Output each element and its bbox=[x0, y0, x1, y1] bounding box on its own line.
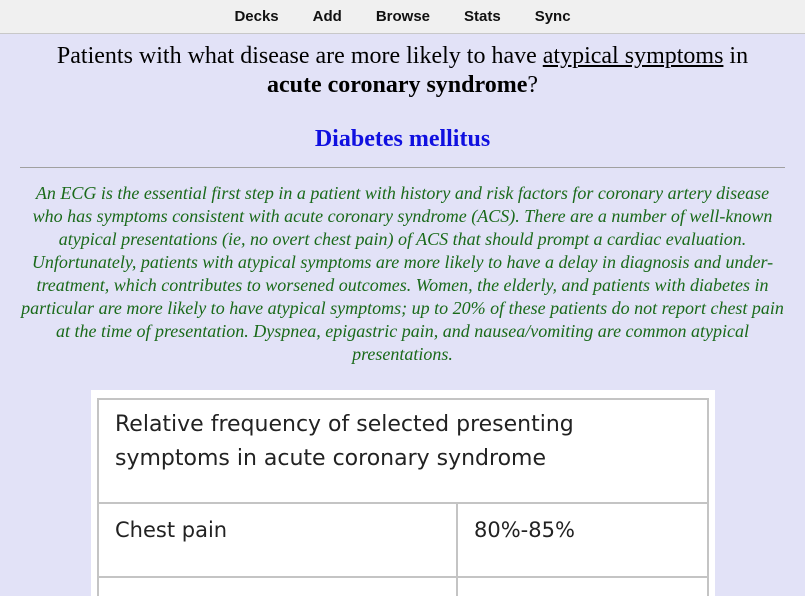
nav-add[interactable]: Add bbox=[312, 8, 342, 25]
answer-divider bbox=[20, 167, 785, 168]
nav-browse[interactable]: Browse bbox=[375, 8, 430, 25]
answer-text: Diabetes mellitus bbox=[314, 126, 491, 152]
nav-sync[interactable]: Sync bbox=[534, 8, 571, 25]
question-part-2: in bbox=[723, 43, 749, 69]
question-underlined: atypical symptoms bbox=[542, 43, 724, 69]
table-row bbox=[98, 503, 708, 577]
table-row-partial bbox=[98, 577, 708, 596]
symptom-frequency-table bbox=[97, 398, 709, 596]
table-title: Relative frequency of selected presenting symptoms in acute coronary syndrome bbox=[98, 399, 708, 503]
nav-stats[interactable]: Stats bbox=[464, 8, 501, 25]
question-bold: acute coronary syndrome bbox=[266, 72, 528, 98]
top-nav-bar bbox=[0, 0, 805, 34]
question-text bbox=[20, 42, 785, 100]
explanation-text: An ECG is the essential first step in a patient with history and risk factors for coronary artery disease who has symptoms consistent with acute coronary syndrome (ACS). There are a number of well-known atypical presentations (ie, no overt chest pain) of ACS that should prompt a cardiac evaluation. Unfortunately, patients with atypical symptoms are more likely to have a delay in diagnosis and under-treatment, which contributes to worsened outcomes. Women, the elderly, and patients with diabetes in particular are more likely to have atypical symptoms; up to 20% of these patients do not report chest pain at the time of presentation. Dyspnea, epigastric pain, and nausea/vomiting are common atypical presentations. bbox=[21, 183, 784, 364]
table-cell-symptom: Chest pain bbox=[98, 503, 457, 577]
table-header-row bbox=[98, 399, 708, 503]
table-cell-frequency: 80%-85% bbox=[457, 503, 708, 577]
question-part-1: Patients with what disease are more likely to have bbox=[56, 43, 543, 69]
flashcard bbox=[20, 34, 785, 366]
symptom-frequency-table-image bbox=[91, 390, 715, 596]
nav-decks[interactable]: Decks bbox=[234, 8, 279, 25]
question-part-3: ? bbox=[527, 72, 539, 98]
